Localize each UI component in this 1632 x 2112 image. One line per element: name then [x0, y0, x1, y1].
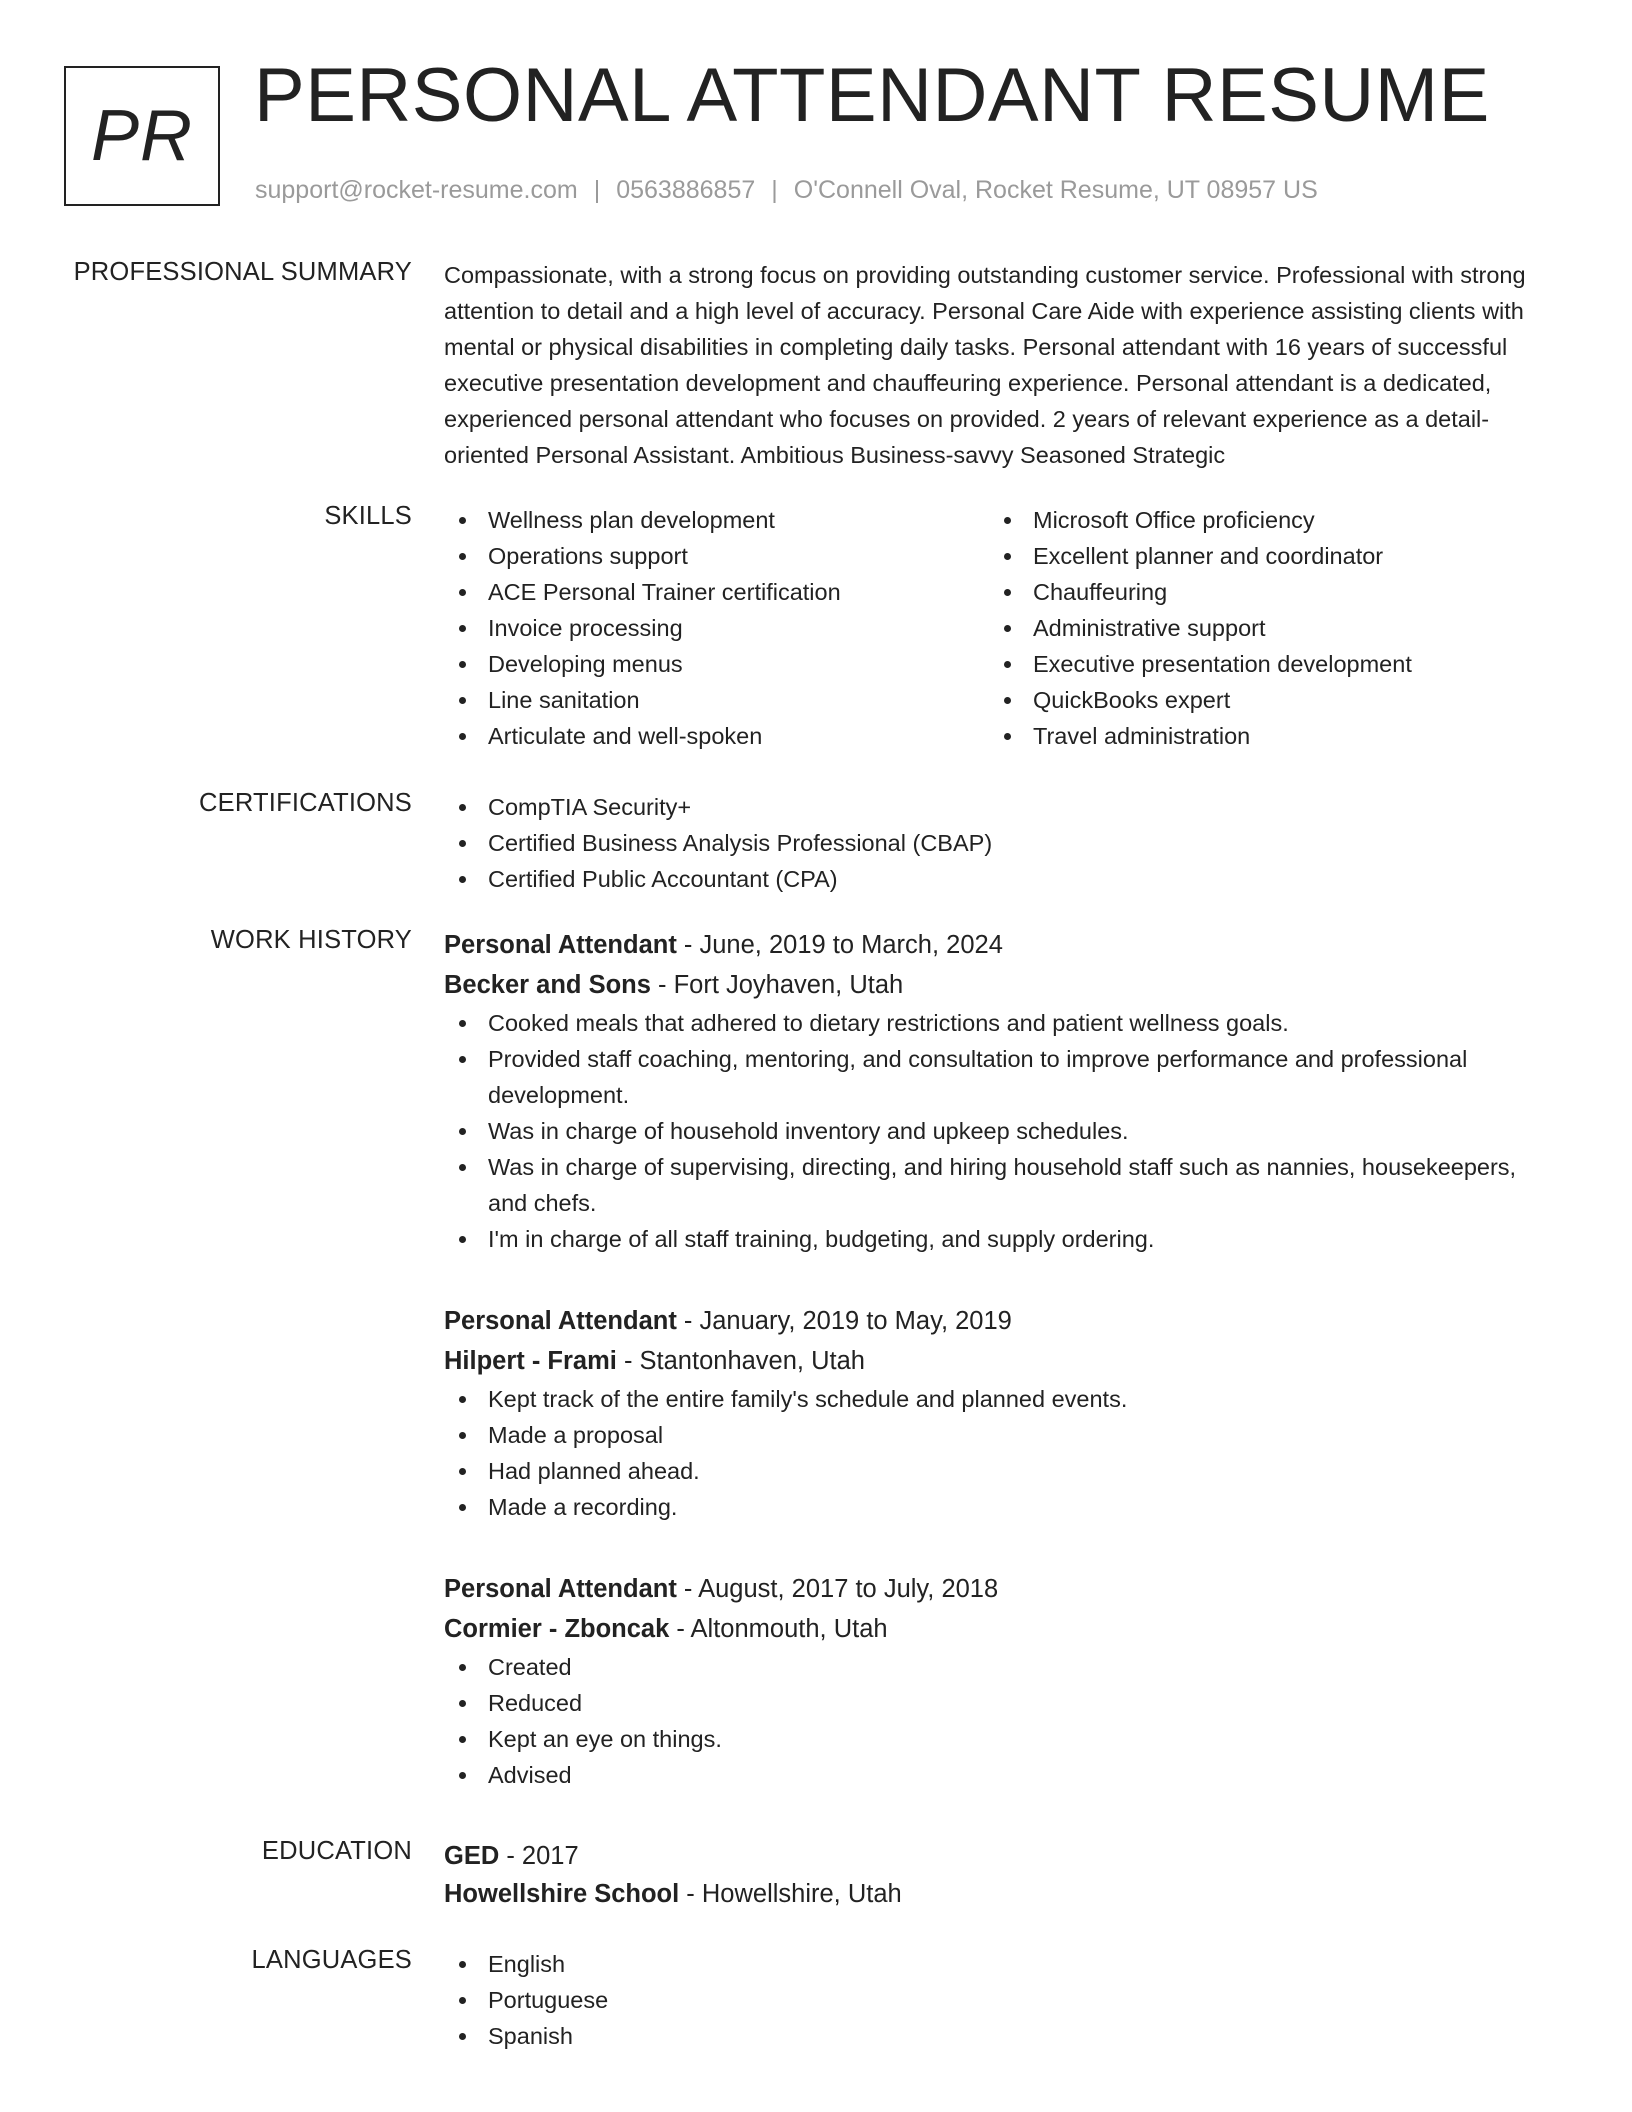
list-item: Kept track of the entire family's schedule and planned events. — [444, 1381, 1554, 1417]
summary-text: Compassionate, with a strong focus on providing outstanding customer service. Professional with strong attention to detail and a high level of accuracy. Personal Care Aide with experience assisting clients with mental or physical disabilities in completing daily tasks. Personal attendant with 16 years of successful executive presentation development and chauffeuring experience. Personal attendant is a dedicated, experienced personal attendant who focuses on provided. 2 years of relevant experience as a detail-oriented Personal Assistant. Ambitious Business-savvy Seasoned Strategic — [444, 262, 1526, 468]
list-item: Was in charge of supervising, directing, and hiring household staff such as nannies, housekeepers, and chefs. — [444, 1149, 1554, 1221]
list-item: Made a proposal — [444, 1417, 1554, 1453]
list-item: Made a recording. — [444, 1489, 1554, 1525]
job-title-line — [444, 925, 1554, 965]
education-body — [444, 1836, 1554, 1914]
education-degree-line — [444, 1836, 1554, 1876]
skills-list-left — [444, 502, 989, 754]
list-item: English — [444, 1946, 1554, 1982]
section-label-summary: PROFESSIONAL SUMMARY — [73, 258, 412, 286]
list-item: Chauffeuring — [989, 574, 1534, 610]
contact-address: O'Connell Oval, Rocket Resume, UT 08957 US — [793, 176, 1318, 204]
education-location: - Howellshire, Utah — [679, 1880, 902, 1908]
skills-grid — [444, 502, 1554, 754]
section-label-education: EDUCATION — [261, 1837, 412, 1865]
summary-body — [444, 257, 1554, 473]
list-item: Excellent planner and coordinator — [989, 538, 1534, 574]
job-company: Becker and Sons — [444, 971, 651, 999]
list-item: Developing menus — [444, 646, 989, 682]
job-company: Cormier - Zboncak — [444, 1615, 670, 1643]
page-title: PERSONAL ATTENDANT RESUME — [254, 53, 1490, 138]
contact-line — [255, 176, 1318, 205]
list-item: I'm in charge of all staff training, budgeting, and supply ordering. — [444, 1221, 1554, 1257]
job-company: Hilpert - Frami — [444, 1347, 617, 1375]
languages-body — [444, 1946, 1554, 2054]
job-location: - Altonmouth, Utah — [669, 1615, 888, 1643]
list-item: Travel administration — [989, 718, 1534, 754]
monogram-logo: PR — [64, 66, 220, 206]
list-item: QuickBooks expert — [989, 682, 1534, 718]
list-item: Advised — [444, 1757, 1554, 1793]
list-item: Portuguese — [444, 1982, 1554, 2018]
job-bullets — [444, 1649, 1554, 1793]
list-item: Cooked meals that adhered to dietary restrictions and patient wellness goals. — [444, 1005, 1554, 1041]
list-item: Executive presentation development — [989, 646, 1534, 682]
education-school-line — [444, 1874, 1554, 1914]
education-year: - 2017 — [499, 1842, 579, 1870]
list-item: Administrative support — [989, 610, 1534, 646]
list-item: Wellness plan development — [444, 502, 989, 538]
job-dates: - August, 2017 to July, 2018 — [676, 1575, 999, 1603]
job-bullets — [444, 1005, 1554, 1257]
list-item: Created — [444, 1649, 1554, 1685]
job-entry — [444, 925, 1554, 1257]
list-item: Was in charge of household inventory and upkeep schedules. — [444, 1113, 1554, 1149]
list-item: Spanish — [444, 2018, 1554, 2054]
list-item: ACE Personal Trainer certification — [444, 574, 989, 610]
job-company-line — [444, 965, 1554, 1005]
job-location: - Fort Joyhaven, Utah — [650, 971, 904, 999]
education-school: Howellshire School — [444, 1880, 680, 1908]
job-title: Personal Attendant — [444, 1575, 677, 1603]
job-title: Personal Attendant — [444, 1307, 677, 1335]
list-item: Operations support — [444, 538, 989, 574]
job-bullets — [444, 1381, 1554, 1525]
contact-phone[interactable]: 0563886857 — [616, 176, 756, 204]
contact-email[interactable]: support@rocket-resume.com — [255, 176, 578, 204]
list-item: Kept an eye on things. — [444, 1721, 1554, 1757]
job-company-line — [444, 1609, 1554, 1649]
section-label-certifications: CERTIFICATIONS — [199, 789, 412, 817]
job-title-line — [444, 1569, 1554, 1609]
section-label-languages: LANGUAGES — [251, 1946, 412, 1974]
list-item: Reduced — [444, 1685, 1554, 1721]
skills-list-right — [989, 502, 1534, 754]
list-item: Certified Public Accountant (CPA) — [444, 861, 1554, 897]
list-item: Invoice processing — [444, 610, 989, 646]
job-location: - Stantonhaven, Utah — [616, 1347, 865, 1375]
list-item: Microsoft Office proficiency — [989, 502, 1534, 538]
certifications-list — [444, 789, 1554, 897]
job-entry — [444, 1301, 1554, 1525]
list-item: Provided staff coaching, mentoring, and consultation to improve performance and professional development. — [444, 1041, 1554, 1113]
contact-separator: | — [771, 176, 778, 204]
education-degree: GED — [444, 1842, 500, 1870]
languages-list — [444, 1946, 1554, 2054]
contact-separator: | — [593, 176, 601, 204]
list-item: Had planned ahead. — [444, 1453, 1554, 1489]
job-title: Personal Attendant — [444, 931, 677, 959]
job-entry — [444, 1569, 1554, 1793]
certifications-body — [444, 789, 1554, 897]
list-item: CompTIA Security+ — [444, 789, 1554, 825]
list-item: Line sanitation — [444, 682, 989, 718]
section-label-work: WORK HISTORY — [210, 926, 412, 954]
job-dates: - January, 2019 to May, 2019 — [676, 1307, 1012, 1335]
skills-body — [444, 502, 1554, 754]
job-title-line — [444, 1301, 1554, 1341]
job-company-line — [444, 1341, 1554, 1381]
section-label-skills: SKILLS — [324, 502, 412, 530]
list-item: Articulate and well-spoken — [444, 718, 989, 754]
job-dates: - June, 2019 to March, 2024 — [676, 931, 1003, 959]
list-item: Certified Business Analysis Professional (CBAP) — [444, 825, 1554, 861]
